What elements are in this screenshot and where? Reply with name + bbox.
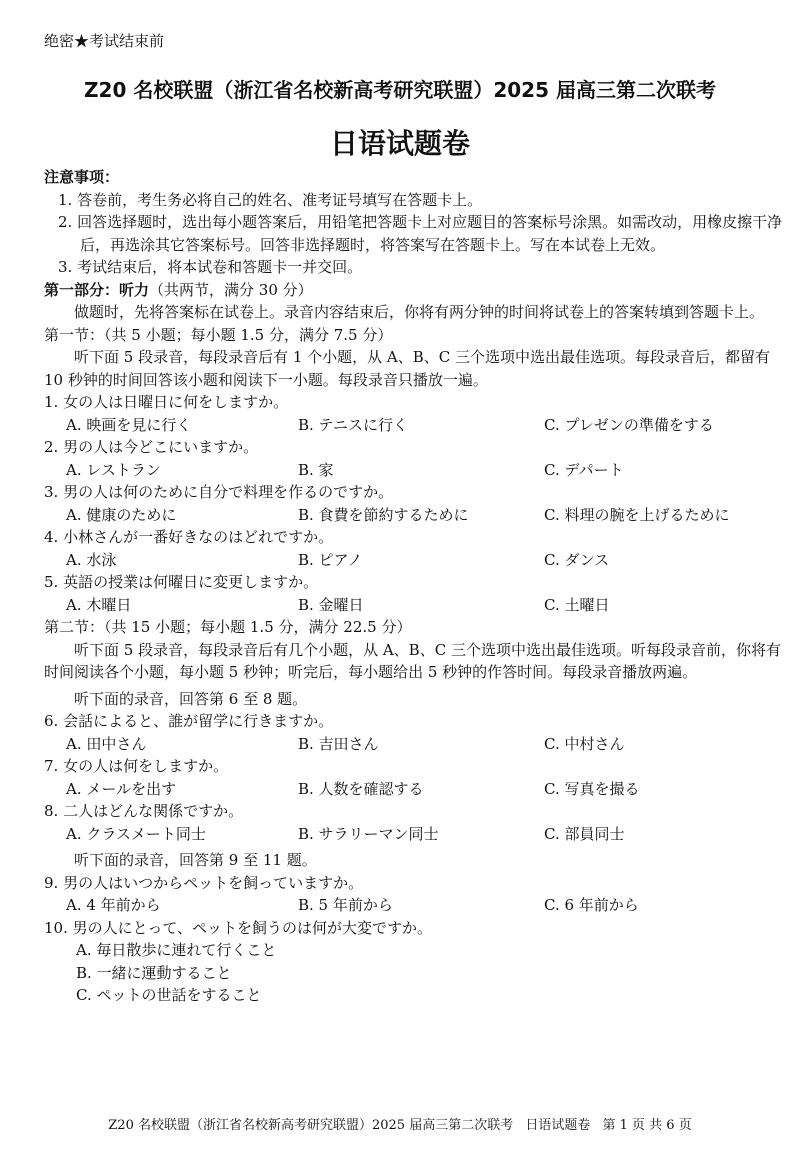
question-10: 10. 男の人にとって、ペットを飼うのは何が大変ですか。 <box>44 918 433 937</box>
question-3: 3. 男の人は何のために自分で料理を作るのですか。 <box>44 483 394 501</box>
option-c: C. ダンス <box>544 550 610 569</box>
option-b: B. 吉田さん <box>298 734 379 753</box>
option-b: B. テニスに行く <box>298 415 408 434</box>
section1-heading: 第一节：（共 5 小题；每小题 1.5 分，满分 7.5 分） <box>44 325 393 344</box>
option-a: A. 毎日散歩に連れて行くこと <box>76 941 277 959</box>
option-a: A. クラスメート同士 <box>66 824 206 843</box>
options-row <box>44 459 788 482</box>
notice-item: 1. 答卷前，考生务必将自己的姓名、准考证号填写在答题卡上。 <box>58 190 483 209</box>
notice-heading: 注意事项： <box>44 168 120 186</box>
page-footer <box>0 1114 800 1133</box>
group2-intro: 听下面的录音，回答第 9 至 11 题。 <box>74 851 317 869</box>
option-a: A. レストラン <box>66 460 161 479</box>
question-2: 2. 男の人は今どこにいますか。 <box>44 438 259 456</box>
question-4: 4. 小林さんが一番好きなのはどれですか。 <box>44 528 334 546</box>
part1-heading-main: 第一部分：听力 <box>44 280 150 299</box>
exam-body <box>44 166 788 1007</box>
option-a: A. 木曜日 <box>66 595 132 614</box>
option-b: B. ピアノ <box>298 550 363 569</box>
options-row <box>44 894 788 917</box>
option-b: B. 一緒に運動すること <box>76 963 232 982</box>
options-row <box>44 733 788 756</box>
group1-intro: 听下面的录音，回答第 6 至 8 题。 <box>74 689 308 708</box>
options-row <box>44 504 788 527</box>
footer-page-number: 第 1 页 共 6 页 <box>602 1118 692 1133</box>
option-b: B. 金曜日 <box>298 595 364 614</box>
option-a: A. メールを出す <box>66 779 177 798</box>
option-c: C. 土曜日 <box>544 595 610 614</box>
option-b: B. 5 年前から <box>298 896 393 914</box>
notice-item: 3. 考试结束后，将本试卷和答题卡一并交回。 <box>58 258 363 276</box>
paper-title: 日语试题卷 <box>329 127 470 160</box>
part1-instruction: 做题时，先将答案标在试卷上。录音内容结束后，你将有两分钟的时间将试卷上的答案转填到答题卡上。 <box>74 303 765 321</box>
footer-paper: 日语试题卷 <box>525 1118 591 1133</box>
option-c: C. プレゼンの準備をする <box>544 415 714 434</box>
part1-heading-note: （共两节，满分 30 分） <box>149 280 313 299</box>
question-7: 7. 女の人は何をしますか。 <box>44 757 229 775</box>
option-c: C. 6 年前から <box>544 896 639 914</box>
option-a: A. 水泳 <box>66 550 117 569</box>
part1-heading <box>44 279 788 302</box>
option-c: C. ペットの世話をすること <box>76 986 262 1004</box>
option-c: C. 写真を撮る <box>544 779 640 798</box>
option-c: C. デパート <box>544 460 624 479</box>
question-5: 5. 英語の授業は何曜日に変更しますか。 <box>44 573 319 591</box>
option-a: A. 田中さん <box>66 734 147 753</box>
options-row <box>44 594 788 617</box>
option-b: B. 人数を確認する <box>298 779 424 798</box>
question-9: 9. 男の人はいつからペットを飼っていますか。 <box>44 873 364 892</box>
exam-title: Z20 名校联盟（浙江省名校新高考研究联盟）2025 届高三第二次联考 <box>84 78 716 102</box>
option-a: A. 映画を見に行く <box>66 415 192 434</box>
option-c: C. 中村さん <box>544 734 625 753</box>
option-b: B. 家 <box>298 460 334 479</box>
section1-instruction: 听下面 5 段录音，每段录音后有 1 个小题，从 A、B、C 三个选项中选出最佳选项。每段录音后，都留有 10 秒钟的时间回答该小题和阅读下一小题。每段录音只播放一遍。 <box>44 348 771 389</box>
options-row <box>44 823 788 846</box>
options-row <box>44 778 788 801</box>
option-a: A. 健康のために <box>66 505 177 524</box>
secret-label: 绝密★考试结束前 <box>44 32 165 50</box>
notice-item: 2. 回答选择题时，选出每小题答案后，用铅笔把答题卡上对应题目的答案标号涂黑。如需改动，用橡皮擦干净后，再选涂其它答案标号。回答非选择题时，将答案写在答题卡上。写在本试卷上无效。 <box>58 213 783 254</box>
question-6: 6. 会話によると、誰が留学に行きますか。 <box>44 712 334 730</box>
options-row <box>44 414 788 437</box>
question-8: 8. 二人はどんな関係ですか。 <box>44 802 244 820</box>
section2-heading: 第二节：（共 15 小题；每小题 1.5 分，满分 22.5 分） <box>44 618 412 636</box>
option-c: C. 料理の腕を上げるために <box>544 505 730 524</box>
option-a: A. 4 年前から <box>66 896 161 914</box>
option-c: C. 部員同士 <box>544 824 625 843</box>
option-b: B. サラリーマン同士 <box>298 824 439 843</box>
section2-instruction: 听下面 5 段录音，每段录音后有几个小题，从 A、B、C 三个选项中选出最佳选项。听每段录音前，你将有时间阅读各个小题，每小题 5 秒钟；听完后，每小题给出 5 秒钟的作答时间。每段录音播放两遍。 <box>44 640 781 681</box>
footer-exam: Z20 名校联盟（浙江省名校新高考研究联盟）2025 届高三第二次联考 <box>108 1118 514 1133</box>
options-row <box>44 549 788 572</box>
question-1: 1. 女の人は日曜日に何をしますか。 <box>44 393 289 411</box>
option-b: B. 食費を節約するために <box>298 505 469 524</box>
